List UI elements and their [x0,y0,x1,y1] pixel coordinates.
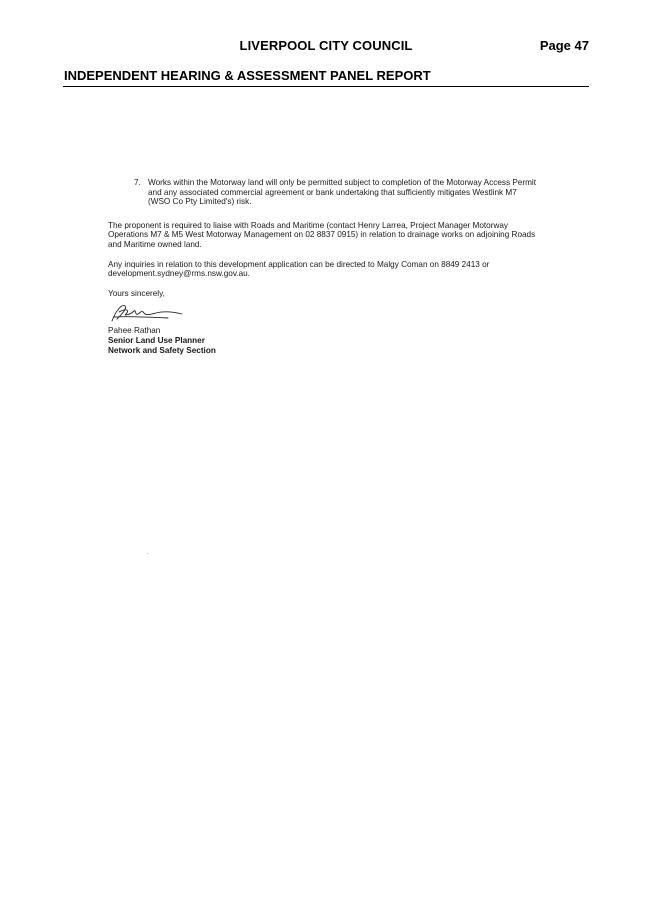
report-title: INDEPENDENT HEARING & ASSESSMENT PANEL REPORT [64,68,431,83]
signatory-name: Pahee Rathan [108,326,161,336]
condition-item [108,178,568,207]
signatory-role: Senior Land Use Planner [108,335,205,345]
liaison-paragraph: The proponent is required to liaise with Roads and Maritime (contact Henry Larrea, Project Manager Motorway Operations M7 & M5 West Motorway Management on 02 8837 0915) in relation to drainage works on adjoining Roads and Maritime owned land. [108,220,536,249]
header-rule [63,86,589,87]
page-number: Page 47 [539,38,589,53]
condition-text: Works within the Motorway land will only be permitted subject to completion of the Motorway Access Permit and any associated commercial agreement or bank undertaking that sufficiently mitigates Westlink M7 (WSO Co Pty Limited's) risk. [148,178,537,207]
signatory-section: Network and Safety Section [108,345,216,355]
council-title: LIVERPOOL CITY COUNCIL [239,38,413,53]
condition-number: 7. [134,178,141,187]
handwritten-signature [108,302,188,324]
scan-speck [147,553,148,554]
closing-salutation: Yours sincerely, [108,288,165,298]
scanned-letter-excerpt [108,178,568,355]
inquiries-paragraph: Any inquiries in relation to this development application can be directed to Malgy Coman on 8849 2413 or development.sydney@rms.nsw.gov.au. [108,259,490,279]
